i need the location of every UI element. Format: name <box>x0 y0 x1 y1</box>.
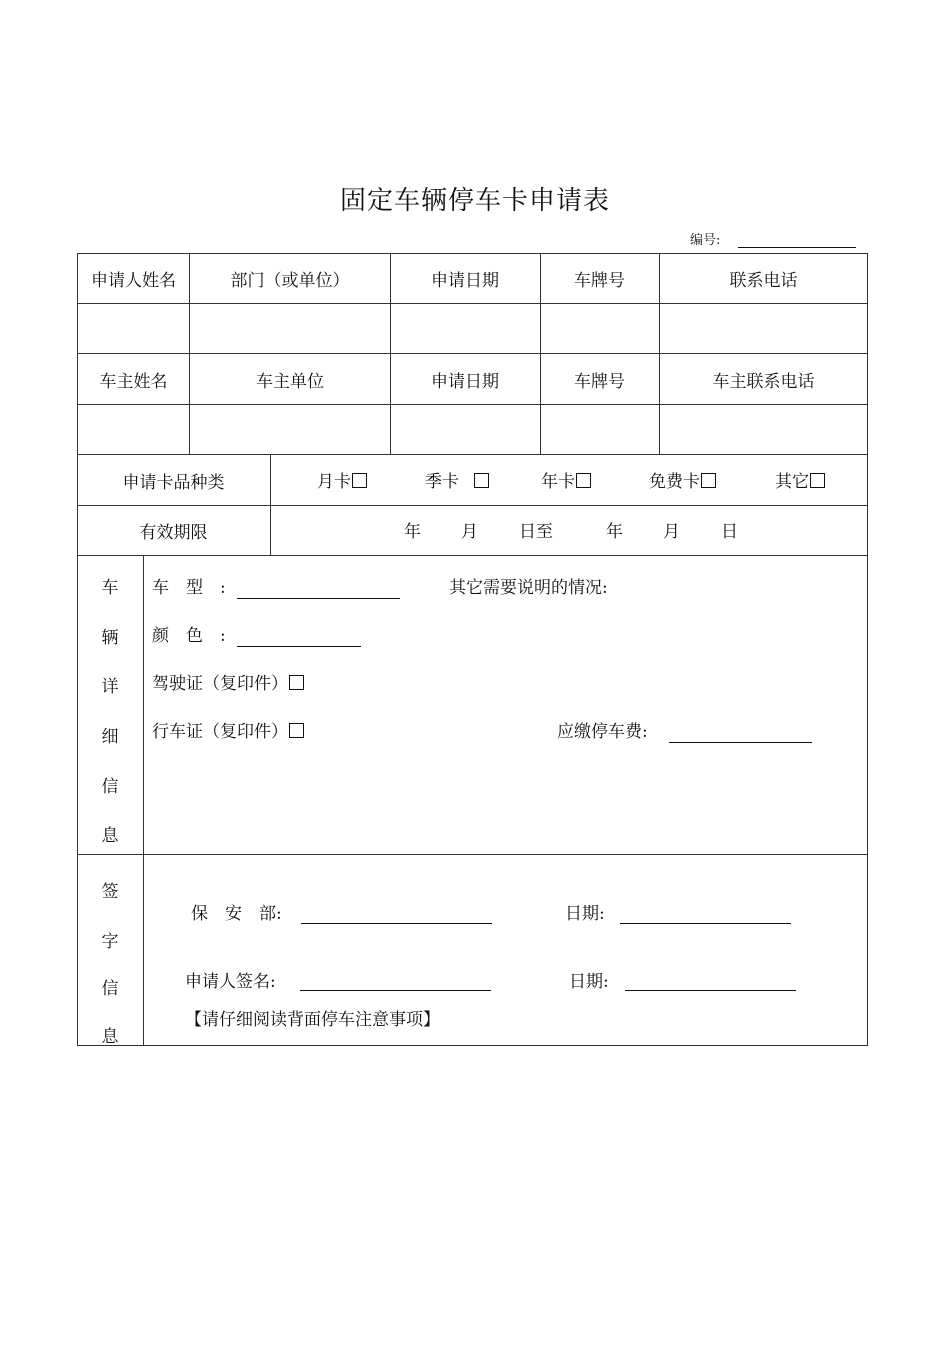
card-option-quarterly[interactable]: 季卡 <box>425 472 489 492</box>
serial-label: 编号: <box>690 233 721 248</box>
form-title: 固定车辆停车卡申请表 <box>339 186 610 216</box>
header-owner-apply-date: 申请日期 <box>431 371 499 392</box>
validity-end-year-label: 年 <box>606 522 623 542</box>
plate-number-field[interactable] <box>540 304 659 353</box>
header-department: 部门（或单位） <box>230 270 350 291</box>
signature-section-char: 签 <box>101 882 119 902</box>
vehicle-section-char: 信 <box>101 777 119 797</box>
owner-name-field[interactable] <box>77 405 190 454</box>
security-date-label: 日期: <box>565 904 605 924</box>
header-apply-date: 申请日期 <box>431 270 499 291</box>
owner-unit-field[interactable] <box>190 405 390 454</box>
card-option-free[interactable]: 免费卡 <box>649 472 716 492</box>
card-type-label: 申请卡品种类 <box>122 472 225 493</box>
vehicle-model-label: 车 型 : <box>152 578 226 598</box>
checkbox[interactable] <box>289 675 304 690</box>
header-plate-number: 车牌号 <box>574 270 625 291</box>
validity-label: 有效期限 <box>139 523 208 543</box>
checkbox[interactable] <box>474 473 489 488</box>
applicant-name-field[interactable] <box>77 304 190 353</box>
serial-number-field[interactable] <box>738 247 856 248</box>
header-owner-unit: 车主单位 <box>256 371 324 392</box>
col-divider <box>270 454 271 555</box>
other-notes-label: 其它需要说明的情况: <box>449 578 608 598</box>
card-option-yearly[interactable]: 年卡 <box>541 472 591 492</box>
vehicle-section-char: 细 <box>101 727 119 747</box>
header-applicant-name: 申请人姓名 <box>91 270 176 291</box>
signature-section-char: 信 <box>101 979 119 999</box>
parking-fee-label: 应缴停车费: <box>557 722 648 742</box>
header-owner-name: 车主姓名 <box>99 371 168 392</box>
checkbox[interactable] <box>352 473 367 488</box>
vehicle-color-label: 颜 色 : <box>152 626 226 646</box>
header-phone: 联系电话 <box>729 270 798 291</box>
validity-start-year-label: 年 <box>404 522 421 542</box>
vehicle-model-field[interactable] <box>237 598 400 599</box>
driver-license-copy[interactable]: 驾驶证（复印件） <box>152 674 304 694</box>
department-field[interactable] <box>190 304 390 353</box>
header-owner-phone: 车主联系电话 <box>712 371 815 392</box>
security-date-field[interactable] <box>620 923 791 924</box>
validity-end-day-label: 日 <box>721 522 738 542</box>
vehicle-section-char: 车 <box>101 578 119 598</box>
notice-text: 【请仔细阅读背面停车注意事项】 <box>185 1010 440 1030</box>
apply-date-field[interactable] <box>390 304 540 353</box>
security-dept-label: 保 安 部: <box>191 904 282 924</box>
applicant-sign-label: 申请人签名: <box>185 972 276 992</box>
vehicle-color-field[interactable] <box>237 646 361 647</box>
parking-fee-field[interactable] <box>669 742 812 743</box>
vehicle-section-char: 详 <box>101 677 119 697</box>
security-dept-sign-field[interactable] <box>301 923 492 924</box>
col-divider <box>143 555 144 1046</box>
checkbox[interactable] <box>701 473 716 488</box>
owner-phone-field[interactable] <box>659 405 868 454</box>
card-option-other[interactable]: 其它 <box>775 472 825 492</box>
owner-apply-date-field[interactable] <box>390 405 540 454</box>
row-divider <box>77 555 868 556</box>
header-owner-plate-number: 车牌号 <box>574 371 625 392</box>
vehicle-section-char: 息 <box>101 826 119 846</box>
validity-start-month-label: 月 <box>461 522 478 542</box>
vehicle-registration-copy[interactable]: 行车证（复印件） <box>152 722 304 742</box>
checkbox[interactable] <box>810 473 825 488</box>
checkbox[interactable] <box>289 723 304 738</box>
validity-end-month-label: 月 <box>663 522 680 542</box>
applicant-sign-field[interactable] <box>300 990 491 991</box>
signature-section-char: 字 <box>101 932 119 952</box>
applicant-date-field[interactable] <box>625 990 796 991</box>
card-option-monthly[interactable]: 月卡 <box>317 472 367 492</box>
checkbox[interactable] <box>576 473 591 488</box>
validity-start-day-label: 日至 <box>519 522 553 542</box>
vehicle-section-char: 辆 <box>101 628 119 648</box>
signature-section-char: 息 <box>101 1027 119 1047</box>
applicant-date-label: 日期: <box>569 972 609 992</box>
row-divider <box>77 854 868 855</box>
owner-plate-number-field[interactable] <box>540 405 659 454</box>
phone-field[interactable] <box>659 304 868 353</box>
